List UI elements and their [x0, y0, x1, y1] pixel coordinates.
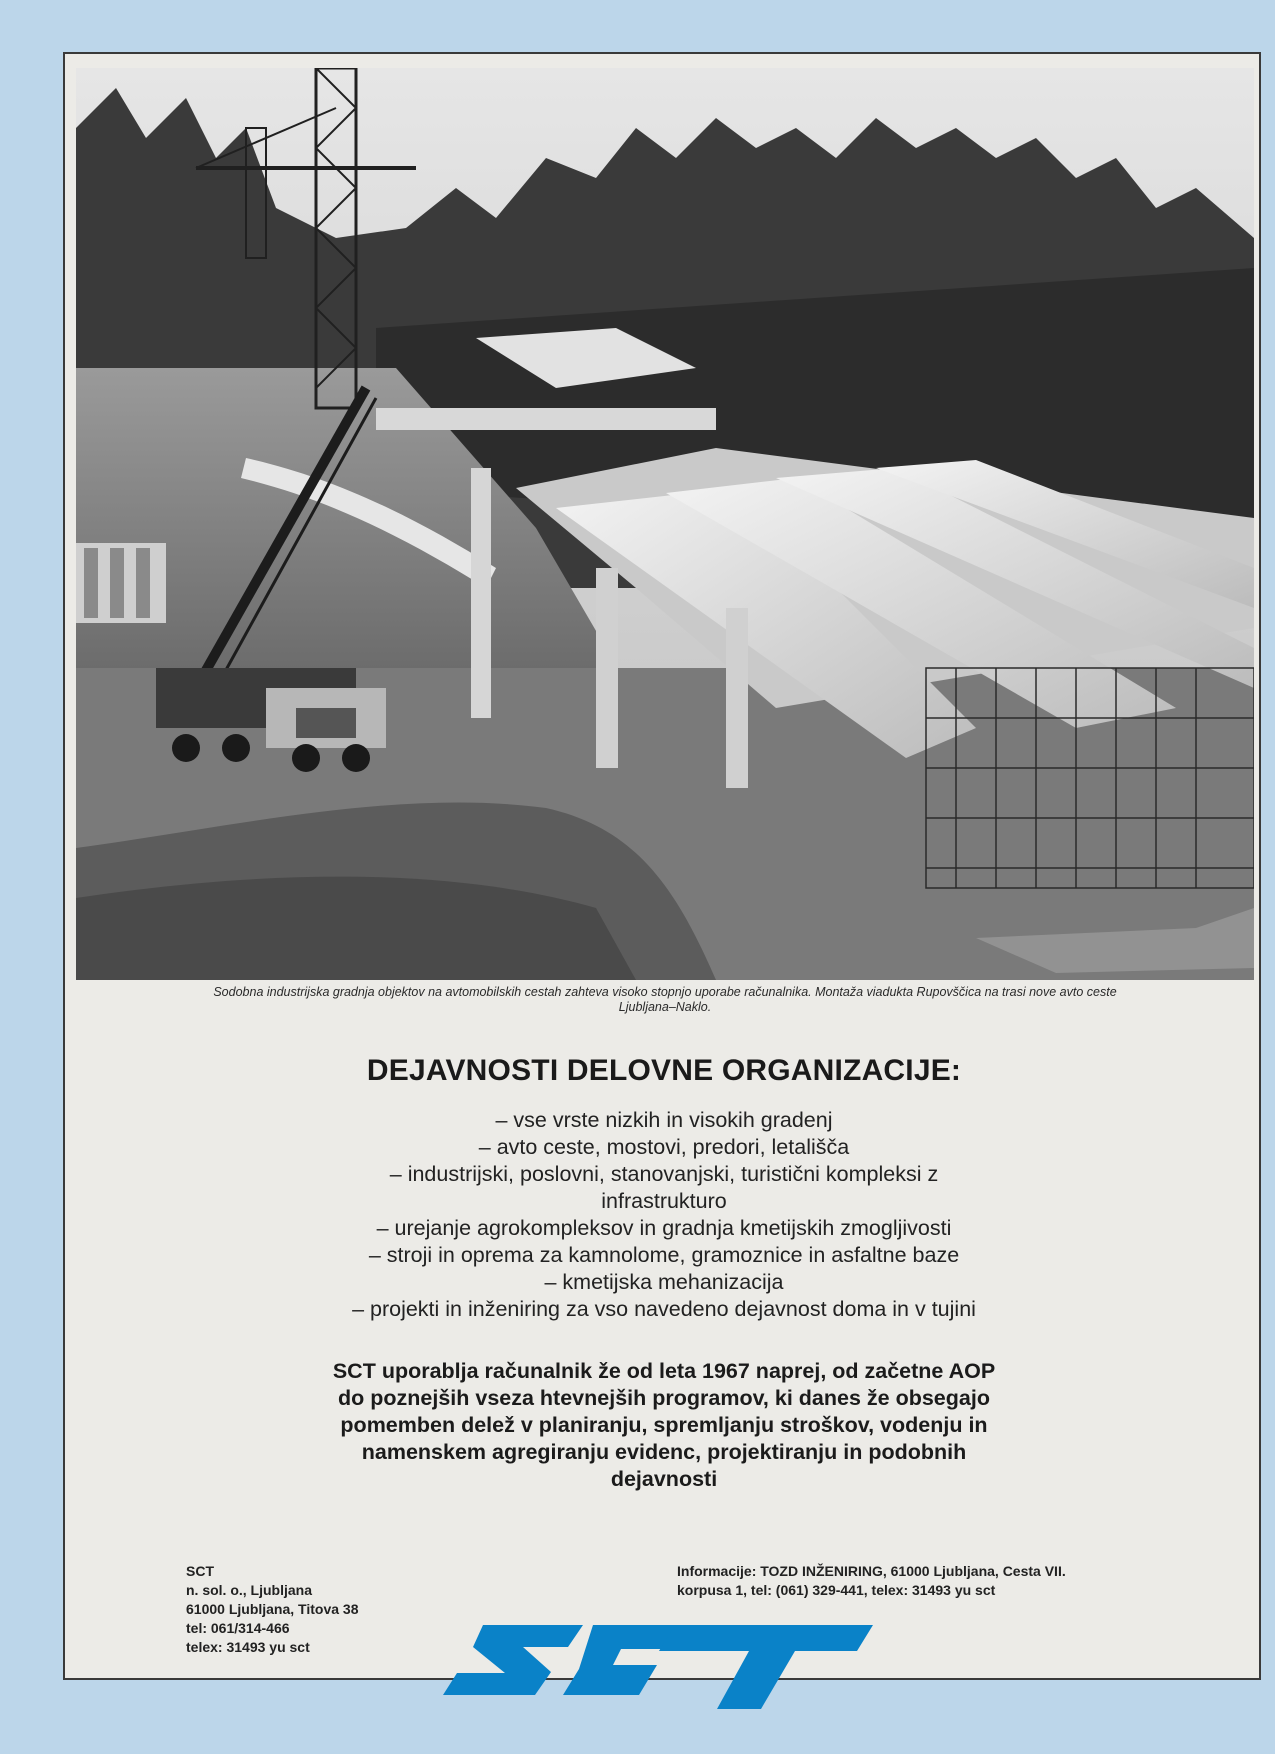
- address-line: tel: 061/314-466: [186, 1620, 290, 1636]
- paragraph-line: dejavnosti: [610, 1467, 718, 1491]
- photo-illustration: [76, 68, 1254, 980]
- info-line: Informacije: TOZD INŽENIRING, 61000 Ljubljana, Cesta VII.: [677, 1563, 1066, 1579]
- photo-caption-line: Ljubljana–Naklo.: [618, 1000, 712, 1014]
- advertisement-sheet: [63, 52, 1261, 1680]
- sct-logo: [443, 1617, 873, 1717]
- address-line: 61000 Ljubljana, Titova 38: [186, 1601, 359, 1617]
- paragraph-line: namenskem agregiranju evidenc, projektiranju in podobnih: [361, 1440, 967, 1464]
- paragraph-line: SCT uporablja računalnik že od leta 1967 naprej, od začetne AOP: [332, 1359, 996, 1383]
- contact-info: [677, 1562, 1237, 1600]
- photo-caption: [95, 985, 1235, 1015]
- activities-list: [264, 1107, 1064, 1323]
- photo-caption-line: Sodobna industrijska gradnja objektov na avtomobilskih cestah zahteva visoko stopnjo uporabe računalnika. Montaža viadukta Rupovščica na trasi nove avto ceste: [213, 985, 1117, 999]
- info-line: korpusa 1, tel: (061) 329-441, telex: 31493 yu sct: [677, 1582, 996, 1598]
- list-item: infrastrukturo: [601, 1189, 727, 1213]
- list-item: – industrijski, poslovni, stanovanjski, turistični kompleksi z: [389, 1162, 939, 1186]
- list-item: – urejanje agrokompleksov in gradnja kmetijskih zmogljivosti: [376, 1216, 952, 1240]
- bridge-construction-photo: [76, 68, 1254, 980]
- page-headline: DEJAVNOSTI DELOVNE ORGANIZACIJE:: [366, 1054, 962, 1087]
- list-item: – vse vrste nizkih in visokih gradenj: [495, 1108, 833, 1132]
- list-item: – kmetijska mehanizacija: [544, 1270, 784, 1294]
- sct-computer-paragraph: [249, 1358, 1079, 1493]
- list-item: – avto ceste, mostovi, predori, letališča: [478, 1135, 850, 1159]
- list-item: – stroji in oprema za kamnolome, gramoznice in asfaltne baze: [368, 1243, 960, 1267]
- sct-logo-icon: [443, 1617, 873, 1712]
- list-item: – projekti in inženiring za vso navedeno dejavnost doma in v tujini: [352, 1297, 976, 1321]
- address-line: n. sol. o., Ljubljana: [186, 1582, 313, 1598]
- address-line: SCT: [186, 1563, 214, 1579]
- paragraph-line: pomemben delež v planiranju, spremljanju stroškov, vodenju in: [340, 1413, 988, 1437]
- paragraph-line: do poznejših vseza htevnejših programov, ki danes že obsegajo: [338, 1386, 990, 1410]
- address-line: telex: 31493 yu sct: [186, 1639, 310, 1655]
